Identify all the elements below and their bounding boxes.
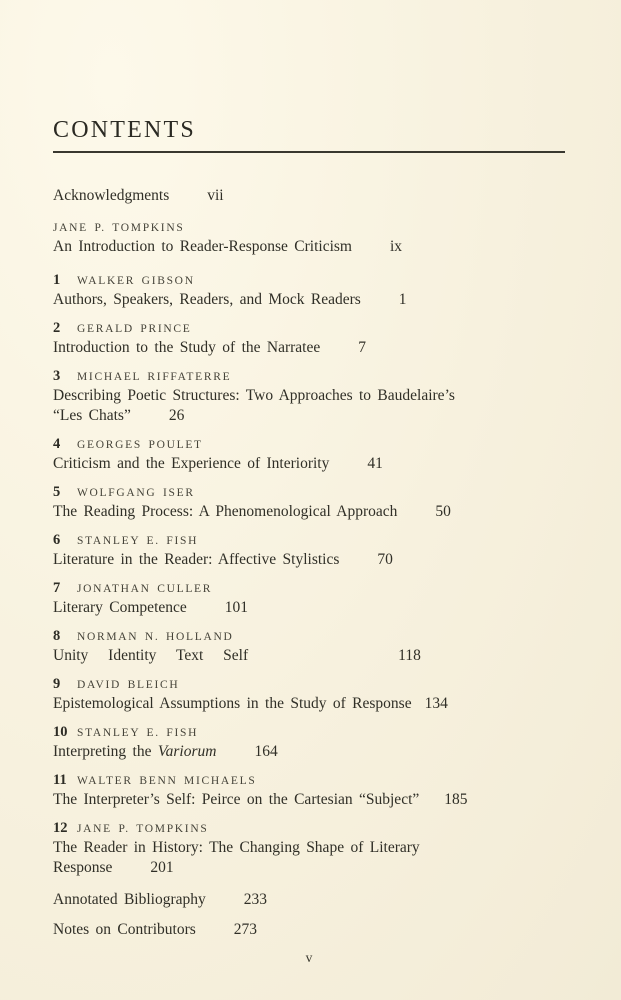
chapter-title-italic: Variorum [157, 743, 217, 760]
toc-entry-4 [53, 435, 565, 474]
toc-entry-8 [53, 627, 565, 666]
toc-entry-1 [53, 271, 565, 310]
chapter-number: 12 [53, 820, 68, 836]
back-item-page: 233 [243, 891, 267, 908]
chapter-list [53, 271, 565, 878]
back-item-title: Notes on Contributors [53, 921, 196, 938]
chapter-number: 5 [53, 484, 61, 500]
chapter-title: Criticism and the Experience of Interiority [53, 455, 330, 472]
chapter-number: 10 [53, 724, 68, 740]
back-matter [53, 890, 565, 940]
chapter-author: STANLEY E. FISH [77, 535, 199, 547]
chapter-author: WALKER GIBSON [77, 275, 195, 287]
chapter-page: 1 [398, 291, 407, 308]
chapter-number: 8 [53, 628, 61, 644]
front-item-title: Acknowledgments [53, 187, 170, 204]
chapter-title-line2: “Les Chats” [53, 407, 131, 424]
intro-page: ix [389, 238, 403, 255]
chapter-number: 9 [53, 676, 61, 692]
toc-entry-2 [53, 319, 565, 358]
chapter-page: 7 [358, 339, 366, 356]
intro-author: JANE P. TOMPKINS [53, 222, 185, 234]
chapter-author: STANLEY E. FISH [77, 727, 199, 739]
chapter-author: NORMAN N. HOLLAND [77, 631, 234, 643]
chapter-number: 7 [53, 580, 61, 596]
toc-entry-7 [53, 579, 565, 618]
page-title: CONTENTS [53, 117, 196, 143]
chapter-page: 118 [398, 647, 421, 664]
toc-entry-12 [53, 819, 565, 878]
chapter-title: The Reader in History: The Changing Shape of Literary [53, 839, 420, 856]
chapter-number: 2 [53, 320, 61, 336]
chapter-title: Literary Competence [53, 599, 187, 616]
page-folio: v [305, 950, 313, 965]
toc-entry-10 [53, 723, 565, 762]
toc-entry-9 [53, 675, 565, 714]
chapter-author: WOLFGANG ISER [77, 487, 195, 499]
chapter-author: GEORGES POULET [77, 439, 203, 451]
front-matter-item [53, 186, 565, 206]
chapter-page: 185 [444, 791, 468, 808]
front-item-page: vii [207, 187, 224, 204]
chapter-author: GERALD PRINCE [77, 323, 192, 335]
back-matter-item [53, 920, 565, 940]
chapter-page: 164 [254, 743, 278, 760]
chapter-author: JANE P. TOMPKINS [77, 823, 209, 835]
heading-rule [53, 151, 565, 153]
back-item-page: 273 [233, 921, 258, 938]
intro-title-line [53, 237, 565, 257]
chapter-title: Describing Poetic Structures: Two Approaches to Baudelaire’s [53, 387, 455, 404]
chapter-title: The Reading Process: A Phenomenological Approach [53, 503, 398, 520]
chapter-page: 26 [168, 407, 185, 424]
intro-entry [53, 219, 565, 257]
chapter-page: 70 [377, 551, 393, 568]
chapter-number: 1 [53, 272, 61, 288]
chapter-number: 4 [53, 436, 61, 452]
chapter-title: Epistemological Assumptions in the Study of Response [53, 695, 412, 712]
chapter-author: WALTER BENN MICHAELS [77, 775, 257, 787]
toc-entry-3 [53, 367, 565, 426]
chapter-title: Interpreting the [53, 743, 158, 760]
chapter-page: 101 [224, 599, 249, 616]
back-item-title: Annotated Bibliography [53, 891, 206, 908]
back-matter-item [53, 890, 565, 910]
toc-entry-5 [53, 483, 565, 522]
chapter-page: 201 [150, 859, 174, 876]
chapter-title: The Interpreter’s Self: Peirce on the Cartesian “Subject” [53, 791, 420, 808]
chapter-page: 134 [424, 695, 448, 712]
chapter-author: MICHAEL RIFFATERRE [77, 371, 232, 383]
front-matter [53, 186, 565, 257]
chapter-number: 3 [53, 368, 61, 384]
chapter-title: Unity Identity Text Self [53, 647, 249, 664]
chapter-page: 50 [435, 503, 451, 520]
toc-entry-6 [53, 531, 565, 570]
chapter-number: 11 [53, 772, 67, 788]
chapter-author: JONATHAN CULLER [77, 583, 213, 595]
chapter-number: 6 [53, 532, 61, 548]
chapter-page: 41 [367, 455, 383, 472]
chapter-title-line2: Response [53, 859, 113, 876]
chapter-title: Literature in the Reader: Affective Stylistics [53, 551, 340, 568]
intro-title: An Introduction to Reader-Response Criticism [53, 238, 352, 255]
toc-entry-11 [53, 771, 565, 810]
chapter-title: Introduction to the Study of the Narratee [53, 339, 321, 356]
chapter-title: Authors, Speakers, Readers, and Mock Readers [53, 291, 361, 308]
chapter-author: DAVID BLEICH [77, 679, 180, 691]
